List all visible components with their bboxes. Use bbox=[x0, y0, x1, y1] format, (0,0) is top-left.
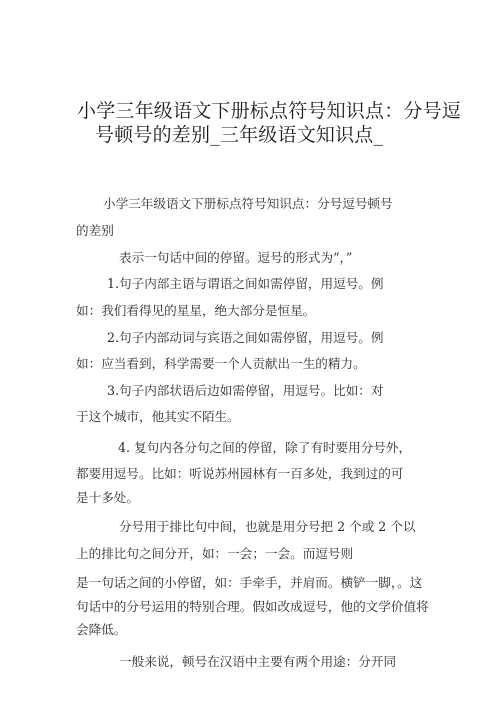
paragraph-line: 2.句子内部动词与宾语之间如需停留，用逗号。例 bbox=[107, 330, 384, 345]
paragraph-line: 分号用于排比句中间，也就是用分号把 2 个或 2 个以 bbox=[119, 519, 416, 534]
paragraph-line: 4. 复句内各分句之间的停留，除了有时要用分号外， bbox=[118, 440, 412, 455]
paragraph-line: 会降低。 bbox=[76, 622, 127, 637]
paragraph-line: 如：我们看得见的星星，绝大部分是恒星。 bbox=[76, 303, 316, 318]
paragraph-line: 表示一句话中间的停留。逗号的形式为“，” bbox=[119, 250, 353, 265]
paragraph-line: 上的排比句之间分开，如：一会；一会。而逗号则 bbox=[76, 546, 354, 561]
paragraph-line: 3.句子内部状语后边如需停留，用逗号。比如：对 bbox=[107, 383, 384, 398]
paragraph-line: 的差别 bbox=[76, 223, 114, 238]
paragraph-line: 1.句子内部主语与谓语之间如需停留，用逗号。例 bbox=[107, 276, 384, 291]
document-title-line-2: 号顿号的差别_三年级语文知识点_ bbox=[95, 124, 384, 146]
paragraph-line: 都要用逗号。比如：听说苏州园林有一百多处，我到过的可 bbox=[76, 466, 404, 481]
paragraph-line: 小学三年级语文下册标点符号知识点：分号逗号顿号 bbox=[103, 196, 393, 211]
paragraph-line: 句话中的分号运用的特别合理。假如改成逗号，他的文学价值将 bbox=[76, 599, 429, 614]
document-title-line-1: 小学三年级语文下册标点符号知识点：分号逗 bbox=[77, 100, 462, 122]
paragraph-line: 一般来说，顿号在汉语中主要有两个用途：分开同 bbox=[119, 654, 397, 669]
paragraph-line: 是一句话之间的小停留，如：手牵手，并肩而。横铲一脚，。这 bbox=[76, 575, 423, 590]
paragraph-line: 是十多处。 bbox=[76, 490, 139, 505]
paragraph-line: 如：应当看到，科学需要一个人贡献出一生的精力。 bbox=[76, 356, 366, 371]
paragraph-line: 于这个城市，他其实不陌生。 bbox=[76, 409, 240, 424]
